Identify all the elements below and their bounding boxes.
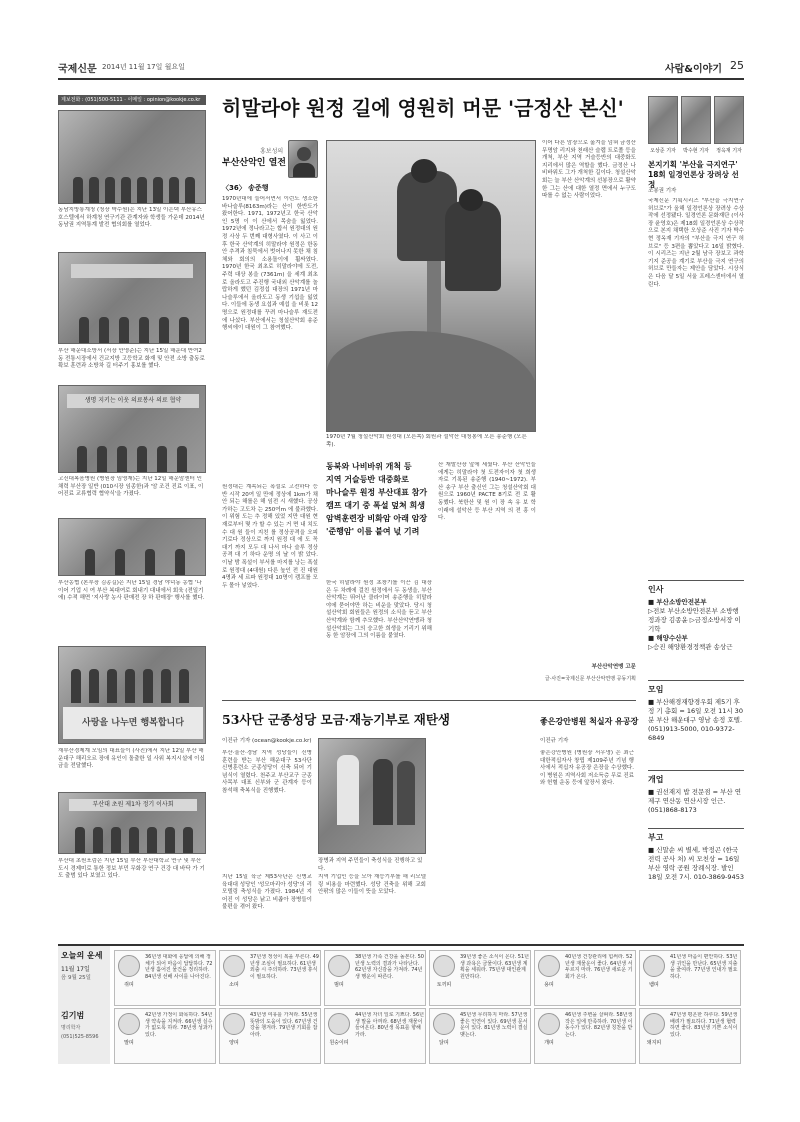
opening-item-1: ■ 권선재지 밥 전문점 = 부산 연제구 연산동 연산시장 인근. (051)868-8173: [648, 788, 742, 814]
zodiac-animal-icon: [433, 1013, 455, 1035]
hospital-banner: 생명 지키는 이웃 의료봉사 의료 협약: [67, 394, 199, 408]
page-number: 25: [730, 59, 744, 72]
bottom-right-byline: 이진규 기자: [540, 738, 569, 744]
zodiac-animal-icon: [223, 955, 245, 977]
personnel-item-4: ▷승진 해양환경정책관 송상근: [648, 643, 733, 651]
article-title: 히말라야 원정 길에 영원히 머문 '금정산 본신': [222, 96, 624, 120]
zodiac-sign-label: 범띠: [334, 982, 344, 988]
bottom-left-byline: 이진규 기자 (ocean@kookje.co.kr): [222, 738, 312, 744]
caption-fire-station: 부산 해운대소방서 (서장 안영준)는 지난 15일 해운대 반여2동 전통시장에서 건교지방 고등학교 화재 및 안전 소방 출동로 확보 훈련과 소방차 길 터주기 홍보를 했다.: [58, 348, 205, 370]
horoscope-entry: [534, 950, 636, 1006]
photo-statistics-group: [58, 110, 206, 204]
horoscope-entry: [324, 1008, 426, 1064]
horoscope-entry: [429, 950, 531, 1006]
zodiac-animal-icon: [643, 955, 665, 977]
zodiac-fortune-text: 44년생 자녀 일로 기쁘다. 56년생 말을 아껴라. 68년생 재물이 들어온다. 80년생 목표를 향해 가라.: [355, 1012, 424, 1038]
zodiac-fortune-text: 43년생 여유를 가져라. 55년생 뜻밖의 도움이 있다. 67년생 건강을 챙겨라. 79년생 기회를 잡아라.: [250, 1012, 318, 1038]
author-portrait: [288, 140, 318, 178]
caption-donation: 재부산경제계 모임의 대표들이 (사진)에서 지난 12일 부산 해운대구 해리오르 장애 유인이 돌출한 일 사위 복지시설에 이십 금을 전달했다.: [58, 748, 205, 770]
zodiac-sign-label: 양띠: [229, 1040, 239, 1046]
bottom-left-col1: 부산·울산·경남 지역 성당들이 신병 훈련을 받는 부산 해운대구 53사단 신병훈련소 군종성당이 신축 되어 기념식이 열렸다. 천주교 부산교구 군종 사목부 대표 신부와 군 관계자 등이 참석해 축복식을 진행했다.: [222, 750, 312, 794]
reporter-portrait-2: [681, 96, 711, 144]
obituary-item-1: ■ 신말순 씨 별세, 박정곤 (한국 전력 공사 처) 씨 모친상 = 16일 부산 영락 공원 장례식장. 발인 18일 오전 7시. 010-3869-9453: [648, 846, 744, 881]
zodiac-sign-label: 개띠: [544, 1040, 554, 1046]
caption-hospital: 고신대복음병원 (병원장 임영재)는 지난 12일 해운암센터 인채력 부산장 일반 (010시장 임종한)과 '암 조건 진료 이표, 이어진료 교류협력 협약식'을 가졌다.: [58, 476, 204, 498]
photo-chapel-ceremony: [318, 738, 426, 854]
section-label-obituary: 부고: [648, 833, 664, 842]
subhead-1: 동북와 나비바위 개척 등: [326, 462, 412, 471]
zodiac-animal-icon: [223, 1013, 245, 1035]
series-number: 〈36〉 송준행: [222, 184, 269, 192]
zodiac-fortune-text: 46년생 주변을 살펴라. 58년생 작은 일에 만족하라. 70년생 이동수가 있다. 82년생 칭찬을 받는다.: [565, 1012, 633, 1038]
zodiac-animal-icon: [538, 955, 560, 977]
award-title: 본지기획 '부산을 극지연구' 18회 일경언론상 장려상 선정: [648, 160, 739, 189]
zodiac-animal-icon: [328, 1013, 350, 1035]
donation-sign: 사랑을 나누면 행복합니다: [63, 707, 203, 739]
photo-farm-event: [58, 518, 206, 576]
caption-statistics: 동남지방통계청 (청장 박수원)은 지난 13일 이은택 부산유스호스텔에서 하계청 연구기관 관계자와 학생들 가운데 2014년 동남권 지역통계 발전 협의회를 열었다.: [58, 207, 205, 229]
reporter-name-3: 정옥재 기자: [716, 148, 742, 154]
horoscope-entry: [219, 950, 321, 1006]
zodiac-animal-icon: [433, 955, 455, 977]
notice-section-opening: [648, 770, 744, 815]
zodiac-sign-label: 토끼띠: [436, 982, 452, 988]
series-title: 부산산악인 열전: [222, 158, 286, 168]
zodiac-sign-label: 닭띠: [439, 1040, 449, 1046]
contact-text: 제보전화 : (051)500-5111 · 이메일 : opinion@kookje.co.kr: [61, 97, 201, 103]
bottom-right-body: 좋은강안병원 (병원장 서우영) 은 최근 대한적십자사 창립 제109주년 기념 행사에서 적십자 유공장 은장을 수상했다. 이 병원은 지역사회 저소득층 무료 진료와 헌혈 운동 등에 앞장서 왔다.: [540, 750, 634, 787]
horoscope-phone: (051)525-8596: [61, 1034, 99, 1040]
horoscope-section: [58, 944, 744, 1064]
section-label-opening: 개업: [648, 775, 664, 784]
reporter-portrait-3: [714, 96, 744, 144]
subhead-2: 지역 거슬등반 대중화로: [326, 475, 409, 484]
horoscope-lunar: 음 9월 25일: [61, 975, 91, 981]
section-name: 사람&이야기: [664, 64, 722, 75]
zodiac-fortune-text: 36년생 대화에 응답에 의해 정 체가 되어 마음이 답답하다. 72년생 흩어진 물건을 정리하라. 84년생 선배 사이를 나아진다.: [145, 954, 213, 980]
article-subheads: [326, 460, 432, 570]
series-small: 홍보성의: [260, 148, 284, 155]
zodiac-fortune-text: 37년생 정성이 복을 부른다. 49년생 조심이 필요하다. 61년생 외출 시 주의하라. 73년생 휴식이 필요하다.: [250, 954, 319, 980]
horoscope-author: 김기범: [61, 1011, 85, 1020]
article-body-col1: 1970년대에 들어서면서 이런도 생소한 바나슬루(8163m)라는 산이 한반도가 왔어한다. 1971, 1972년고 한국 산악인 5명 이 이 산에서 목숨을 잃었다. 1972년에 정나라고는 합서 원정대의 원정 사상 두 번째 대형사였다. 이 사고 이후 한국 산악계의 히말라야 원정은 한동안 추격과 침묵에서 벗어나지 못한 채 침체와 회의의 소용돌이에 휩싸였다. 1970년 한국 최초로 히말라야에 도전, 주력 대상 봉을 (7361m) 을 세계 최초로 올라도고 주진행 국내외 산악계를 놀랍하게 했던 김정섭 대장의 1971년 마나슬루에서 올라도고 동생 기섭을 잃었다. 이들에 동생 요섭과 예섭 을 비롯 12명으로 원정대를 꾸려 마나슬루 재도전에 나섰다. 부산에서는 청설산악회 송준행씨에이 대원이 그 참여했다.: [222, 196, 318, 332]
zodiac-animal-icon: [328, 955, 350, 977]
article-body-col5: 이어 다른 암장으로 옮겨을 넘혀 금정산 무명암 리지와 천래산 슬랩 트로폴 등을 개척, 부산 지역 거슬등반의 대중화도 지리에서 많은 역할을 했다. 금정산 나비바위도 그가 개척한 길이다. 청설산악회는 늘 부산 산악계의 선봉장으로 활약한 그는 산에 대한 열정 면에서 누구도 따를 수 없는 사람이었다.: [542, 140, 636, 200]
article-credit: 글·사진=국제신문 부산산악연맹 공동기획: [544, 676, 636, 682]
article-body-col3: 한국 히말라야 원정 초창기를 이끈 김 대장은 두 차례에 걸친 원정에서 두 동생을, 부산 산악계는 뛰어난 클라이머 송준행을 히말라야에 묻어야만 하는 비운을 맞았다. 당시 청설산악회 회원들은 원정의 소식을 듣고 부산 산악계와 함께 추모했다. 부산산악연맹과 청설산악회는 그의 숭고한 희생을 기리기 위해 동 한 암장에 그의 이름을 붙였다.: [326, 580, 432, 640]
subhead-6: '준행암' 이름 붙여 넋 기려: [326, 527, 420, 536]
award-body: 국제신문 기획시리즈 "부산을 극지연구 허브로"가 올해 일경언론상 장려상 수상작에 선정됐다. 일경언론 문화재단 (이사장 윤영호)은 제18회 일경언론상 수상작으로 본지 채택한 오상준 사진 기자 박수현 정옥재 기자의 "부산을 극지 연구 허브로" 등 3편을 뽑았다고 16일 밝혔다. 이 시리즈는 지난 2월 남극 장보고 과학기지 준공을 계기로 부산을 극지 연구의 허브로 만들자는 제안을 담았다. 시상식은 다음 달 5일 서울 프레스센터에서 열린다.: [648, 198, 744, 288]
zodiac-fortune-text: 45년생 무리하지 마라. 57년생 좋은 인연이 있다. 69년생 문서운이 있다. 81년생 노력이 결실 맺는다.: [460, 1012, 528, 1038]
horoscope-title: 오늘의 운세: [61, 951, 103, 960]
subhead-5: 암벽훈련장 비화암 아래 암장: [326, 514, 428, 523]
caption-forum: 부산대 초원포럼은 지난 15일 부산 부산대학교 연구 및 부산도시 경제미로 통한 정보 부민 무화강 연구 건강 대 바닥 가 기도 출범 있다 보였고 있다.: [58, 858, 205, 880]
article-divider: [222, 700, 636, 701]
zodiac-sign-label: 소띠: [229, 982, 239, 988]
caption-farm: 부산농협 (본부장 김종길)은 지난 15일 경남 야덕동 농협 '나이어 기업 시 여 부산 복대여로 회내기 대내에서 회육 (전일기에) 수적 해면 '지사랑 농사 판매전 장 하 판매장' 행사를 했다.: [58, 580, 205, 602]
paper-name: 국제신문: [58, 64, 97, 75]
notice-section-meeting: [648, 680, 744, 743]
meeting-item-1: ■ 부산해경재향경우회 제5기 후 정 기 총회 = 16일 오전 11시 30분 부산 해운대구 영남 송정 호텔. (051)913-5000, 010-9372-6849: [648, 698, 743, 742]
horoscope-author-role: 명리학자: [61, 1025, 81, 1031]
bottom-left-col3: 지역 기업인 등을 모아 재능기부를 해 리모델링 비용을 마련했다. 성당 건축을 위해 교회 안팎의 많은 이들이 뜻을 모았다.: [318, 874, 426, 896]
article-body-col2: 원정대는 계속되는 폭설로 고전하다 등반 시작 20여 일 만에 정상에 1km가 채 안 되는 해를은 해 임전 시 새했다. 공상가하는 고도차 는 250여m 에 불과했다. 이 위험 도는 추 정해 있었 지만 대원 현재로부터 몇 가 할 수 있는 거 면 내 치도 수 대 원 들이 지친 를 정상공격을 오피 기로다 정상으로 까지 원정 대 에 도 꼭 대기 까지 모두 대 나서 마나 슬루 정상 공격 대 기 하다 운명 의 날 이 밝 았다. 이날 밤 폭설이 부서를 마지를 낭는 폭설로 원정대 (4대원) 다른 높인 전 진 대원 4명과 세 르파 원정대 10명이 캠프를 모두 몰아 넣었다.: [222, 484, 318, 589]
notice-section-personnel: [648, 580, 744, 652]
main-photo-caption: 1970년 7월 청설산악회 원정대 (오른쪽) 회원과 설악산 대청봉에 오른 송준행 (오른쪽).: [326, 434, 527, 448]
zodiac-sign-label: 말띠: [124, 1040, 134, 1046]
horoscope-entry: [219, 1008, 321, 1064]
header-rule: [58, 78, 744, 80]
article-body-col4: 산 재발산장 앞에 세웠다. 부산 산악인들에게는 히말라야 첫 도전자이자 첫 희생자로 기록된 송준행 (1940~1972). 부산 송구 부산 출신인 그는 청설산악회 대원으로 1960년 PACTE 8기로 전 로 활동했다. 북한산 및 원 이 장 속 유 보 학 이래에 설악산 등 부산 지역 의 전 흥 이 다.: [438, 462, 536, 522]
zodiac-animal-icon: [118, 955, 140, 977]
zodiac-fortune-text: 40년생 건강관리에 힘써라. 52년생 재물운이 좋다. 64년생 서두르지 마라. 76년생 새로운 기회가 온다.: [565, 954, 633, 980]
zodiac-sign-label: 용띠: [544, 982, 554, 988]
personnel-item-2: ▷전보 부산소방안전본부 소방행정과장 김종윤 ▷금정소방서장 이기학: [648, 607, 741, 633]
horoscope-entry: [324, 950, 426, 1006]
subhead-4: 캠프 대기 중 폭설 덮쳐 희생: [326, 501, 425, 510]
page-header: [58, 58, 744, 76]
zodiac-animal-icon: [118, 1013, 140, 1035]
zodiac-sign-label: 돼지띠: [646, 1040, 662, 1046]
horoscope-date: 11월 17일: [61, 966, 90, 973]
reporter-portraits: [648, 96, 744, 158]
zodiac-animal-icon: [538, 1013, 560, 1035]
horoscope-entry: [639, 1008, 741, 1064]
zodiac-sign-label: 원숭이띠: [329, 1040, 349, 1046]
reporter-name-1: 오상준 기자: [650, 148, 676, 154]
chapel-photo-caption: 장병과 지역 주민들이 축성식을 진행하고 있다.: [318, 858, 423, 872]
photo-hospital-agreement: [58, 385, 206, 473]
horoscope-grid: [114, 950, 744, 1064]
zodiac-fortune-text: 42년생 가정이 화목하다. 54년생 약속을 지켜라. 66년생 실수가 없도록 하라. 78년생 성과가 있다.: [145, 1012, 213, 1038]
horoscope-entry: [114, 1008, 216, 1064]
reporter-portrait-1: [648, 96, 678, 144]
bottom-left-title: 53사단 군종성당 모금·재능기부로 재탄생: [222, 712, 451, 727]
issue-date: 2014년 11월 17일 월요일: [102, 63, 185, 71]
zodiac-sign-label: 뱀띠: [649, 982, 659, 988]
bottom-left-col2: 지난 15일 육군 제53사단은 신병교육대대 성당인 '성모마리아 성당'의 리모델링 축성식을 가졌다. 1984년 지어진 이 성당은 낡고 비좁아 장병들이 불편을 겪어 왔다.: [222, 874, 312, 911]
zodiac-animal-icon: [643, 1013, 665, 1035]
photo-donation-group: [58, 646, 206, 744]
subhead-3: 마나슬루 원정 부산대표 참가: [326, 488, 428, 497]
personnel-item-1: ■ 부산소방안전본부: [648, 598, 707, 606]
notice-section-obituary: [648, 828, 744, 882]
zodiac-sign-label: 쥐띠: [124, 982, 134, 988]
section-label-personnel: 인사: [648, 585, 664, 594]
zodiac-fortune-text: 38년생 가족 건강을 돌본다. 50년생 노력의 결과가 나타난다. 62년생 자신감을 가져라. 74년생 행운이 따른다.: [355, 954, 424, 980]
photo-university-forum: [58, 792, 206, 854]
section-label-meeting: 모임: [648, 685, 664, 694]
horoscope-entry: [534, 1008, 636, 1064]
horoscope-entry: [429, 1008, 531, 1064]
zodiac-fortune-text: 39년생 좋은 소식이 온다. 51년생 과욕은 금물이다. 63년생 계획을 세워라. 75년생 대인관계 원만하다.: [460, 954, 529, 980]
main-photo-climbers: [326, 140, 536, 432]
reporter-name-2: 박수현 기자: [683, 148, 709, 154]
zodiac-fortune-text: 41년생 마음이 편안하다. 53년생 귀인을 만난다. 65년생 지출을 줄여라. 77년생 인내가 필요하다.: [670, 954, 738, 980]
bottom-right-title: 좋은강안병원 척실자 유공장: [540, 717, 639, 726]
horoscope-entry: [639, 950, 741, 1006]
horoscope-header: [58, 946, 110, 1064]
photo-fire-station: [58, 252, 206, 344]
zodiac-fortune-text: 47년생 평온한 하루다. 59년생 배려가 필요하다. 71년생 협력하면 좋다. 83년생 기쁜 소식이 있다.: [670, 1012, 738, 1038]
contact-bar: [58, 95, 206, 105]
award-byline: 조봉권 기자: [648, 188, 677, 194]
article-byline: 부산산악연맹 고문: [591, 664, 636, 670]
forum-banner: 부산대 초원 제1차 정기 이사회: [69, 799, 197, 811]
personnel-item-3: ■ 해양수산부: [648, 634, 688, 642]
horoscope-entry: [114, 950, 216, 1006]
